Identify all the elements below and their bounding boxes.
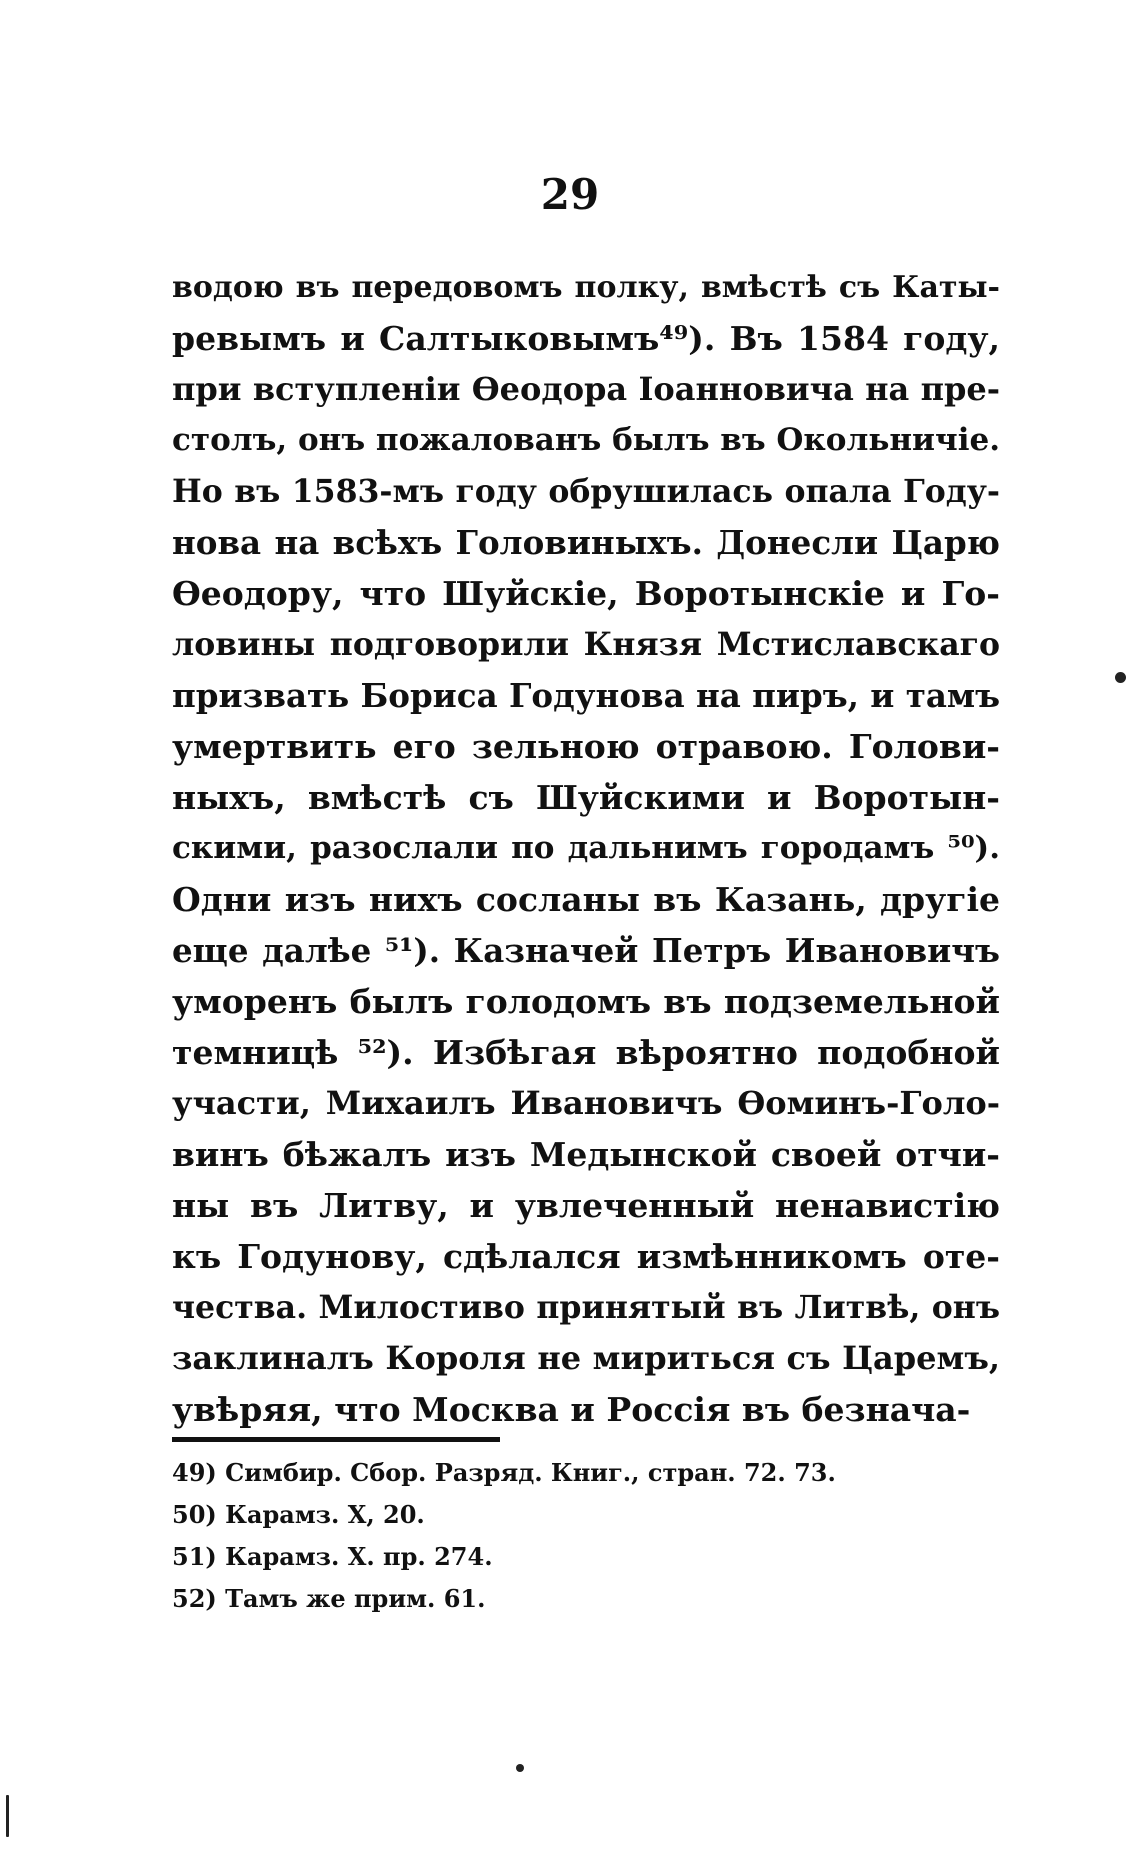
text-line: винъ бѣжалъ изъ Медынской своей отчи- (172, 1135, 1000, 1174)
text-line: къ Годунову, сдѣлался измѣнникомъ оте- (172, 1237, 1000, 1276)
text-line: участи, Михаилъ Ивановичъ Ѳоминъ-Голо- (172, 1084, 1000, 1122)
footnotes (172, 1452, 932, 1620)
scan-speck (516, 1764, 524, 1772)
text-line: темницѣ ⁵²). Избѣгая вѣроятно подобной (172, 1033, 1000, 1072)
text-line: уморенъ былъ голодомъ въ подземельной (172, 982, 1000, 1021)
text-line: водою въ передовомъ полку, вмѣстѣ съ Каты- (172, 270, 1000, 305)
footnote: 52) Тамъ же прим. 61. (172, 1584, 486, 1613)
text-line: столъ, онъ пожалованъ былъ въ Окольничіе. (172, 422, 1001, 458)
scan-speck (6, 1795, 9, 1837)
text-line: призвать Бориса Годунова на пиръ, и тамъ (172, 676, 1001, 715)
scan-speck (1115, 672, 1126, 683)
footnote: 51) Карамз. X. пр. 274. (172, 1542, 493, 1571)
page-number: 29 (540, 170, 600, 219)
text-line: ловины подговорили Князя Мстиславскаго (172, 626, 1000, 663)
text-line: Ѳеодору, что Шуйскіе, Воротынскіе и Го- (172, 574, 1000, 613)
text-line: ныхъ, вмѣстѣ съ Шуйскими и Воротын- (172, 778, 1000, 817)
text-line: увѣряя, что Москва и Россія въ безнача- (172, 1390, 971, 1429)
text-line: заклиналъ Короля не мириться съ Царемъ, (172, 1339, 1000, 1377)
footnote: 50) Карамз. X, 20. (172, 1500, 425, 1529)
text-line: Одни изъ нихъ сосланы въ Казань, другіе (172, 880, 1000, 919)
text-line: нова на всѣхъ Головиныхъ. Донесли Царю (172, 523, 1000, 562)
text-line: ревымъ и Салтыковымъ⁴⁹). Въ 1584 году, (172, 319, 1000, 358)
text-line: умертвить его зельною отравою. Голови- (172, 727, 1000, 766)
footnote: 49) Симбир. Сбор. Разряд. Книг., стран. 72. 73. (172, 1458, 836, 1487)
text-line: при вступленіи Ѳеодора Іоанновича на пре- (172, 370, 1000, 408)
text-line: ны въ Литву, и увлеченный ненавистію (172, 1186, 1000, 1225)
text-line: скими, разослали по дальнимъ городамъ ⁵⁰). (172, 830, 1000, 866)
text-line: чества. Милостиво принятый въ Литвѣ, онъ (172, 1289, 1000, 1326)
text-line: еще далѣе ⁵¹). Казначей Петръ Ивановичъ (172, 931, 1000, 970)
footnote-divider (172, 1437, 500, 1442)
text-line: Но въ 1583-мъ году обрушилась опала Году- (172, 473, 1000, 510)
body-text (172, 262, 1000, 1435)
